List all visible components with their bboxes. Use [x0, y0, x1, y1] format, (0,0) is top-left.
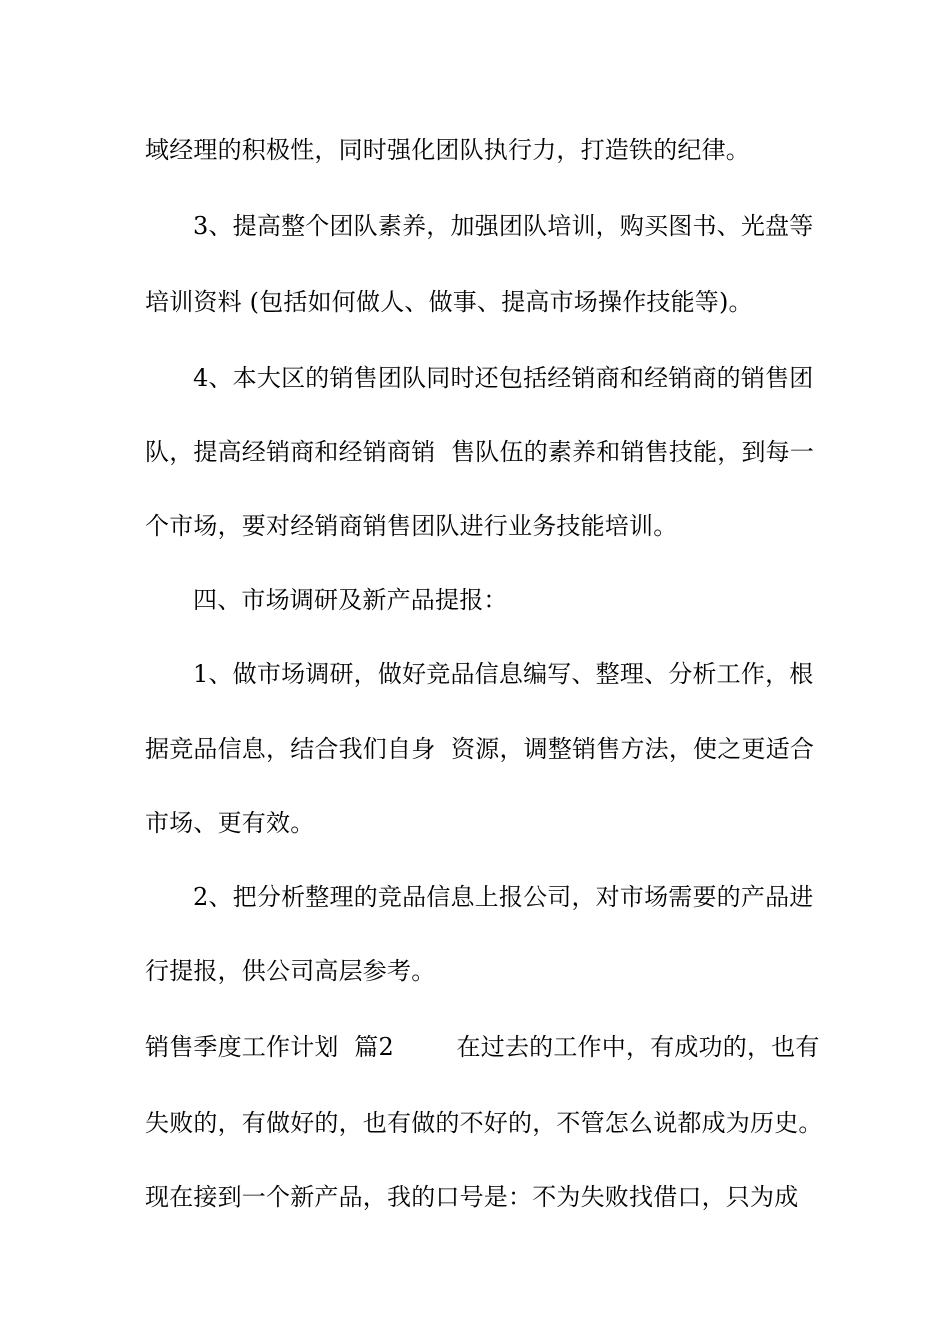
- text-line-5: 队，提高经销商和经销商销 售队伍的素养和销售技能，到每一: [145, 438, 815, 466]
- text-line-3: 培训资料 (包括如何做人、做事、提高市场操作技能等)。: [145, 288, 753, 316]
- text-line-4: 4、本大区的销售团队同时还包括经销商和经销商的销售团: [193, 364, 814, 392]
- text-line-2: 3、提高整个团队素养，加强团队培训，购买图书、光盘等: [193, 212, 814, 240]
- text-line-15: 现在接到一个新产品，我的口号是：不为失败找借口，只为成: [145, 1183, 799, 1211]
- text-line-9: 据竞品信息，结合我们自身 资源，调整销售方法，使之更适合: [145, 735, 815, 763]
- text-line-6: 个市场，要对经销商销售团队进行业务技能培训。: [145, 512, 678, 540]
- text-line-10: 市场、更有效。: [145, 809, 315, 837]
- text-line-8: 1、做市场调研，做好竞品信息编写、整理、分析工作，根: [193, 660, 814, 688]
- text-line-13: 销售季度工作计划 篇2 在过去的工作中，有成功的，也有: [145, 1033, 820, 1061]
- text-line-14: 失败的，有做好的，也有做的不好的，不管怎么说都成为历史。: [145, 1109, 823, 1137]
- section-heading: 四、市场调研及新产品提报：: [193, 586, 508, 614]
- text-line-11: 2、把分析整理的竞品信息上报公司，对市场需要的产品进: [193, 883, 814, 911]
- text-line-12: 行提报，供公司高层参考。: [145, 957, 436, 985]
- text-line-1: 域经理的积极性，同时强化团队执行力，打造铁的纪律。: [145, 136, 750, 164]
